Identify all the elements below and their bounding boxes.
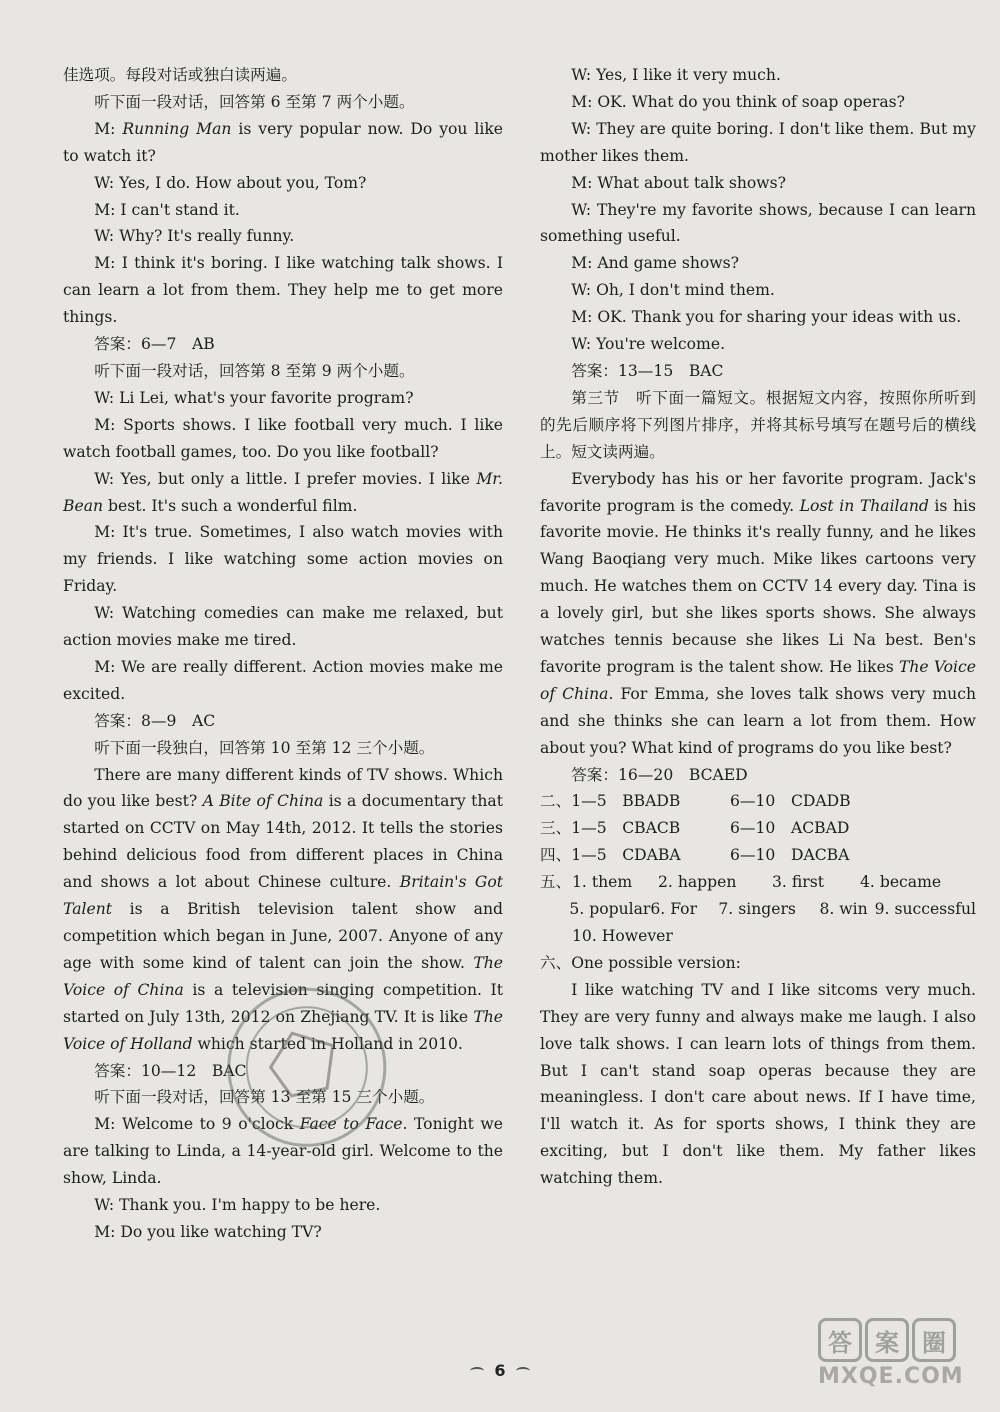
dialogue-line: W: Yes, but only a little. I prefer movies. I like Mr. Bean best. It's such a wonderful film. [63,469,503,515]
dialogue-line: M: It's true. Sometimes, I also watch movies with my friends. I like watching some action movies on Friday. [63,523,503,596]
dialogue-line: M: What about talk shows? [571,173,786,192]
dialogue-line: W: Oh, I don't mind them. [571,281,775,300]
dialogue-line: M: I think it's boring. I like watching talk shows. I can learn a lot from them. They help me to get more things. [63,254,503,327]
page-number: 6 [476,1357,524,1383]
dialogue-line: W: Why? It's really funny. [94,227,295,246]
dialogue-line: M: Sports shows. I like football very much. I like watch football games, too. Do you like football? [63,415,503,461]
dialogue-line: W: You're welcome. [571,335,726,354]
section-6-title: 六、One possible version: [540,953,741,972]
dialogue-3-heading: 听下面一段对话，回答第 13 至第 15 三个小题。 [94,1088,435,1107]
answer-6-7: 答案：6—7 AB [94,335,215,354]
dialogue-line: M: Welcome to 9 o'clock Face to Face. Tonight we are talking to Linda, a 14-year-old girl. Welcome to the show, Linda. [63,1115,503,1188]
dialogue-line: W: Yes, I like it very much. [571,66,781,84]
answer-13-15: 答案：13—15 BAC [571,361,724,380]
sample-essay: I like watching TV and I like sitcoms very much. They are very funny and always make me laugh. I also love talk shows. I can learn lots of things from them. But I can't stand soap operas because they are meaningless. I don't care about news. If I have time, I'll watch it. As for sports shows, I think they are exciting, but I don't like them. My father likes watching them. [540,980,976,1188]
dialogue-line: M: OK. Thank you for sharing your ideas with us. [571,308,962,327]
monologue-text: There are many different kinds of TV shows. Which do you like best? A Bite of China is a documentary that started on CCTV on May 14th, 2012. It tells the stories behind delicious food from different places in China and shows a lot about Chinese culture. Britain's Got Talent is a British television talent show and competition which began in June, 2007. Anyone of any age with some kind of talent can join the show. The Voice of China is a television singing competition. It started on July 13th, 2012 on Zhejiang TV. It is like The Voice of Holland which started in Holland in 2010. [63,765,503,1053]
answer-8-9: 答案：8—9 AC [94,711,216,730]
dialogue-line: M: We are really different. Action movies make me excited. [63,657,503,703]
dialogue-2-heading: 听下面一段对话，回答第 8 至第 9 两个小题。 [94,361,415,380]
dialogue-1-heading: 听下面一段对话，回答第 6 至第 7 两个小题。 [94,92,415,111]
instruction-continued: 佳选项。每段对话或独白读两遍。 [63,66,297,84]
dialogue-line: M: I can't stand it. [94,200,240,219]
answer-16-20: 答案：16—20 BCAED [571,765,748,784]
answer-10-12: 答案：10—12 BAC [94,1061,247,1080]
watermark-logo: 答 案 圈 MXQE.COM [818,1318,988,1398]
right-column [540,62,976,1192]
dialogue-line: W: Thank you. I'm happy to be here. [94,1196,381,1215]
passage-text: Everybody has his or her favorite program. Jack's favorite program is the comedy. Lost in Thailand is his favorite movie. He thinks it's really funny, and he likes Wang Baoqiang very much. Mike likes cartoons very much. He watches them on CCTV 14 every day. Tina is a lovely girl, but she likes sports shows. She always watches tennis because she likes Li Na best. Ben's favorite program is the talent show. He likes The Voice of China. For Emma, she loves talk shows very much and she thinks she can learn a lot from them. How about you? What kind of programs do you like best? [540,469,977,757]
dialogue-line: M: Do you like watching TV? [94,1222,322,1241]
dialogue-line: W: Li Lei, what's your favorite program? [94,388,414,407]
answer-row-2: 二、1—5 BBADB 6—10 CDADB [540,792,851,811]
section-3-instructions: 第三节 听下面一篇短文。根据短文内容，按照你所听到的先后顺序将下列图片排序，并将其标号填写在题号后的横线上。短文读两遍。 [540,388,976,461]
answer-row-3: 三、1—5 CBACB 6—10 ACBAD [540,819,850,838]
dialogue-line: M: And game shows? [571,254,740,273]
dialogue-line: M: OK. What do you think of soap operas? [571,92,906,111]
dialogue-line: W: Yes, I do. How about you, Tom? [94,173,367,192]
answer-row-4: 四、1—5 CDABA 6—10 DACBA [540,846,850,865]
dialogue-line: W: Watching comedies can make me relaxed, but action movies make me tired. [63,604,503,650]
dialogue-line: M: Running Man is very popular now. Do you like to watch it? [63,119,504,165]
dialogue-line: W: They're my favorite shows, because I can learn something useful. [540,200,976,246]
monologue-heading: 听下面一段独白，回答第 10 至第 12 三个小题。 [94,738,435,757]
dialogue-line: W: They are quite boring. I don't like them. But my mother likes them. [540,119,976,165]
answer-rows [540,788,976,869]
answer-section-5: 五、 1. them 2. happen 3. first 4. became 5. popular 6. For 7. singers 8. win 9. successful 10. However [540,873,976,945]
